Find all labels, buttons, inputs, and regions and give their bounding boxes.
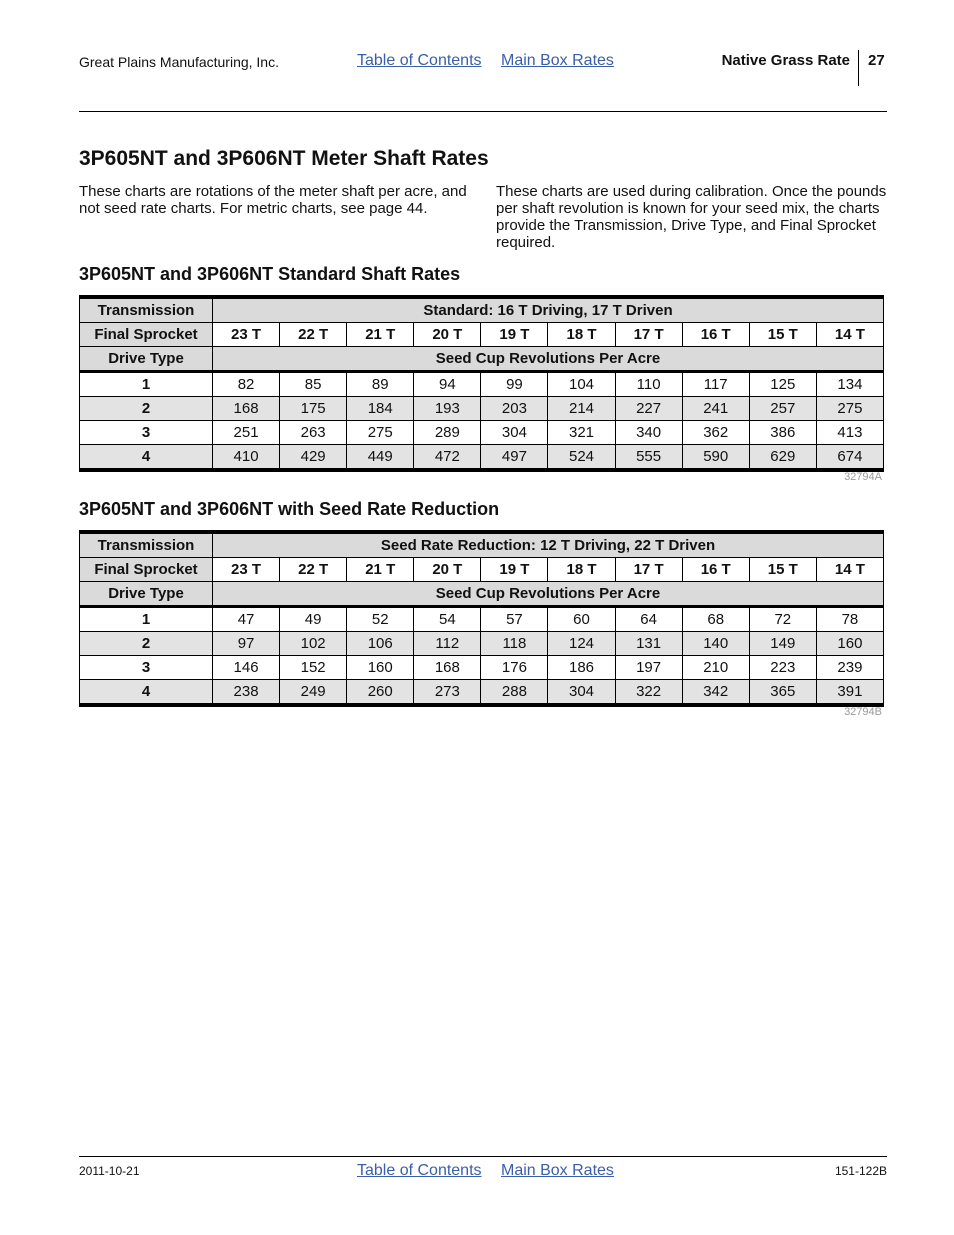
rate-cell: 54: [414, 607, 481, 632]
rate-cell: 304: [481, 421, 548, 445]
table-row: [80, 445, 884, 471]
rate-cell: 203: [481, 397, 548, 421]
rate-cell: 321: [548, 421, 615, 445]
drive-type-cell: 3: [80, 656, 213, 680]
rate-cell: 85: [280, 372, 347, 397]
sprocket-header: 22 T: [280, 558, 347, 582]
transmission-row: [80, 297, 884, 323]
rate-cell: 322: [615, 680, 682, 706]
rate-cell: 89: [347, 372, 414, 397]
table-title-reduction: 3P605NT and 3P606NT with Seed Rate Reduction: [79, 499, 500, 519]
rate-cell: 429: [280, 445, 347, 471]
rate-cell: 168: [213, 397, 280, 421]
rate-cell: 64: [615, 607, 682, 632]
rate-cell: 241: [682, 397, 749, 421]
sprocket-header: 15 T: [749, 323, 816, 347]
rate-cell: 362: [682, 421, 749, 445]
transmission-row: [80, 532, 884, 558]
footer-nav: [357, 1162, 629, 1180]
drive-type-cell: 1: [80, 372, 213, 397]
rate-cell: 152: [280, 656, 347, 680]
intro-paragraph-left: These charts are rotations of the meter shaft per acre, and not seed rate charts. For metric charts, see page 44.: [79, 183, 467, 217]
sprocket-header: 21 T: [347, 323, 414, 347]
rate-cell: 197: [615, 656, 682, 680]
rate-cell: 629: [749, 445, 816, 471]
final-sprocket-label: Final Sprocket: [80, 558, 213, 582]
transmission-value: Seed Rate Reduction: 12 T Driving, 22 T Driven: [213, 532, 884, 558]
rate-cell: 238: [213, 680, 280, 706]
rate-cell: 102: [280, 632, 347, 656]
rate-cell: 590: [682, 445, 749, 471]
drive-type-value: Seed Cup Revolutions Per Acre: [213, 347, 884, 372]
rate-cell: 52: [347, 607, 414, 632]
rate-cell: 94: [414, 372, 481, 397]
transmission-label: Transmission: [80, 532, 213, 558]
footer-link-main-box-rates[interactable]: Main Box Rates: [500, 1162, 614, 1179]
rate-cell: 249: [280, 680, 347, 706]
rate-cell: 275: [816, 397, 883, 421]
rate-cell: 497: [481, 445, 548, 471]
table-row: [80, 632, 884, 656]
rate-cell: 275: [347, 421, 414, 445]
table-row: [80, 656, 884, 680]
rate-cell: 340: [615, 421, 682, 445]
drive-type-cell: 3: [80, 421, 213, 445]
sprocket-header: 18 T: [548, 323, 615, 347]
footer-rule: [79, 1156, 887, 1157]
header-divider: [858, 50, 859, 86]
rate-cell: 257: [749, 397, 816, 421]
sprocket-header: 22 T: [280, 323, 347, 347]
table-row: [80, 607, 884, 632]
sprocket-header: 19 T: [481, 323, 548, 347]
transmission-label: Transmission: [80, 297, 213, 323]
rate-cell: 49: [280, 607, 347, 632]
rate-cell: 97: [213, 632, 280, 656]
rate-cell: 449: [347, 445, 414, 471]
rate-cell: 168: [414, 656, 481, 680]
rate-cell: 288: [481, 680, 548, 706]
rate-cell: 47: [213, 607, 280, 632]
rate-cell: 555: [615, 445, 682, 471]
footer-doc-number: 151-122B: [834, 1164, 887, 1178]
sprocket-header: 14 T: [816, 323, 883, 347]
table-row: [80, 680, 884, 706]
rate-cell: 273: [414, 680, 481, 706]
sprocket-header: 19 T: [481, 558, 548, 582]
sprocket-header: 21 T: [347, 558, 414, 582]
drive-type-cell: 2: [80, 397, 213, 421]
rate-cell: 110: [615, 372, 682, 397]
rate-cell: 524: [548, 445, 615, 471]
rate-cell: 104: [548, 372, 615, 397]
figure-id-reduction: 32794B: [844, 706, 882, 718]
rate-cell: 140: [682, 632, 749, 656]
sprocket-header: 17 T: [615, 558, 682, 582]
header-link-table-of-contents[interactable]: Table of Contents: [357, 52, 482, 69]
rate-cell: 210: [682, 656, 749, 680]
rate-cell: 342: [682, 680, 749, 706]
drive-type-cell: 1: [80, 607, 213, 632]
drive-type-cell: 4: [80, 445, 213, 471]
rate-cell: 263: [280, 421, 347, 445]
rate-cell: 413: [816, 421, 883, 445]
rate-cell: 146: [213, 656, 280, 680]
sprocket-header: 16 T: [682, 558, 749, 582]
footer-date: 2011-10-21: [79, 1164, 140, 1178]
rate-cell: 239: [816, 656, 883, 680]
final-sprocket-label: Final Sprocket: [80, 323, 213, 347]
intro-paragraph-right: These charts are used during calibration. Once the pounds per shaft revolution is known for your seed mix, the charts provide the Transmission, Drive Type, and Final Sprocket required.: [496, 183, 887, 251]
page-number: 27: [868, 52, 885, 69]
header-link-main-box-rates[interactable]: Main Box Rates: [500, 52, 614, 69]
rate-cell: 674: [816, 445, 883, 471]
sprocket-header: 17 T: [615, 323, 682, 347]
rate-cell: 160: [347, 656, 414, 680]
final-sprocket-row: [80, 558, 884, 582]
sprocket-header: 23 T: [213, 323, 280, 347]
rate-cell: 214: [548, 397, 615, 421]
rate-cell: 186: [548, 656, 615, 680]
drive-type-value: Seed Cup Revolutions Per Acre: [213, 582, 884, 607]
sprocket-header: 20 T: [414, 558, 481, 582]
sprocket-header: 23 T: [213, 558, 280, 582]
rate-cell: 184: [347, 397, 414, 421]
rate-cell: 72: [749, 607, 816, 632]
page-title: 3P605NT and 3P606NT Meter Shaft Rates: [79, 147, 489, 170]
final-sprocket-row: [80, 323, 884, 347]
rate-cell: 223: [749, 656, 816, 680]
rate-cell: 57: [481, 607, 548, 632]
rate-cell: 391: [816, 680, 883, 706]
figure-id-standard: 32794A: [844, 471, 882, 483]
drive-type-label: Drive Type: [80, 582, 213, 607]
sprocket-header: 18 T: [548, 558, 615, 582]
drive-type-row: [80, 347, 884, 372]
rate-cell: 175: [280, 397, 347, 421]
rate-cell: 99: [481, 372, 548, 397]
drive-type-label: Drive Type: [80, 347, 213, 372]
rate-cell: 78: [816, 607, 883, 632]
rate-cell: 227: [615, 397, 682, 421]
footer-link-table-of-contents[interactable]: Table of Contents: [357, 1162, 482, 1179]
rate-cell: 118: [481, 632, 548, 656]
standard-shaft-rates-table: [79, 295, 884, 472]
sprocket-header: 14 T: [816, 558, 883, 582]
rate-cell: 365: [749, 680, 816, 706]
rate-cell: 112: [414, 632, 481, 656]
rate-cell: 82: [213, 372, 280, 397]
rate-cell: 410: [213, 445, 280, 471]
rate-cell: 134: [816, 372, 883, 397]
rate-cell: 68: [682, 607, 749, 632]
rate-cell: 386: [749, 421, 816, 445]
rate-cell: 260: [347, 680, 414, 706]
table-title-standard: 3P605NT and 3P606NT Standard Shaft Rates: [79, 264, 461, 284]
rate-cell: 106: [347, 632, 414, 656]
sprocket-header: 15 T: [749, 558, 816, 582]
sprocket-header: 16 T: [682, 323, 749, 347]
section-name: Native Grass Rate: [721, 52, 850, 69]
rate-cell: 124: [548, 632, 615, 656]
rate-cell: 117: [682, 372, 749, 397]
transmission-value: Standard: 16 T Driving, 17 T Driven: [213, 297, 884, 323]
rate-cell: 251: [213, 421, 280, 445]
seed-rate-reduction-table: [79, 530, 884, 707]
rate-cell: 193: [414, 397, 481, 421]
rate-cell: 125: [749, 372, 816, 397]
drive-type-cell: 4: [80, 680, 213, 706]
rate-cell: 304: [548, 680, 615, 706]
table-row: [80, 397, 884, 421]
company-name: Great Plains Manufacturing, Inc.: [79, 54, 279, 70]
sprocket-header: 20 T: [414, 323, 481, 347]
rate-cell: 289: [414, 421, 481, 445]
drive-type-cell: 2: [80, 632, 213, 656]
drive-type-row: [80, 582, 884, 607]
rate-cell: 176: [481, 656, 548, 680]
rate-cell: 131: [615, 632, 682, 656]
rate-cell: 60: [548, 607, 615, 632]
rate-cell: 472: [414, 445, 481, 471]
table-row: [80, 372, 884, 397]
table-row: [80, 421, 884, 445]
rate-cell: 160: [816, 632, 883, 656]
header-rule: [79, 111, 887, 112]
header-nav: [357, 52, 629, 70]
rate-cell: 149: [749, 632, 816, 656]
